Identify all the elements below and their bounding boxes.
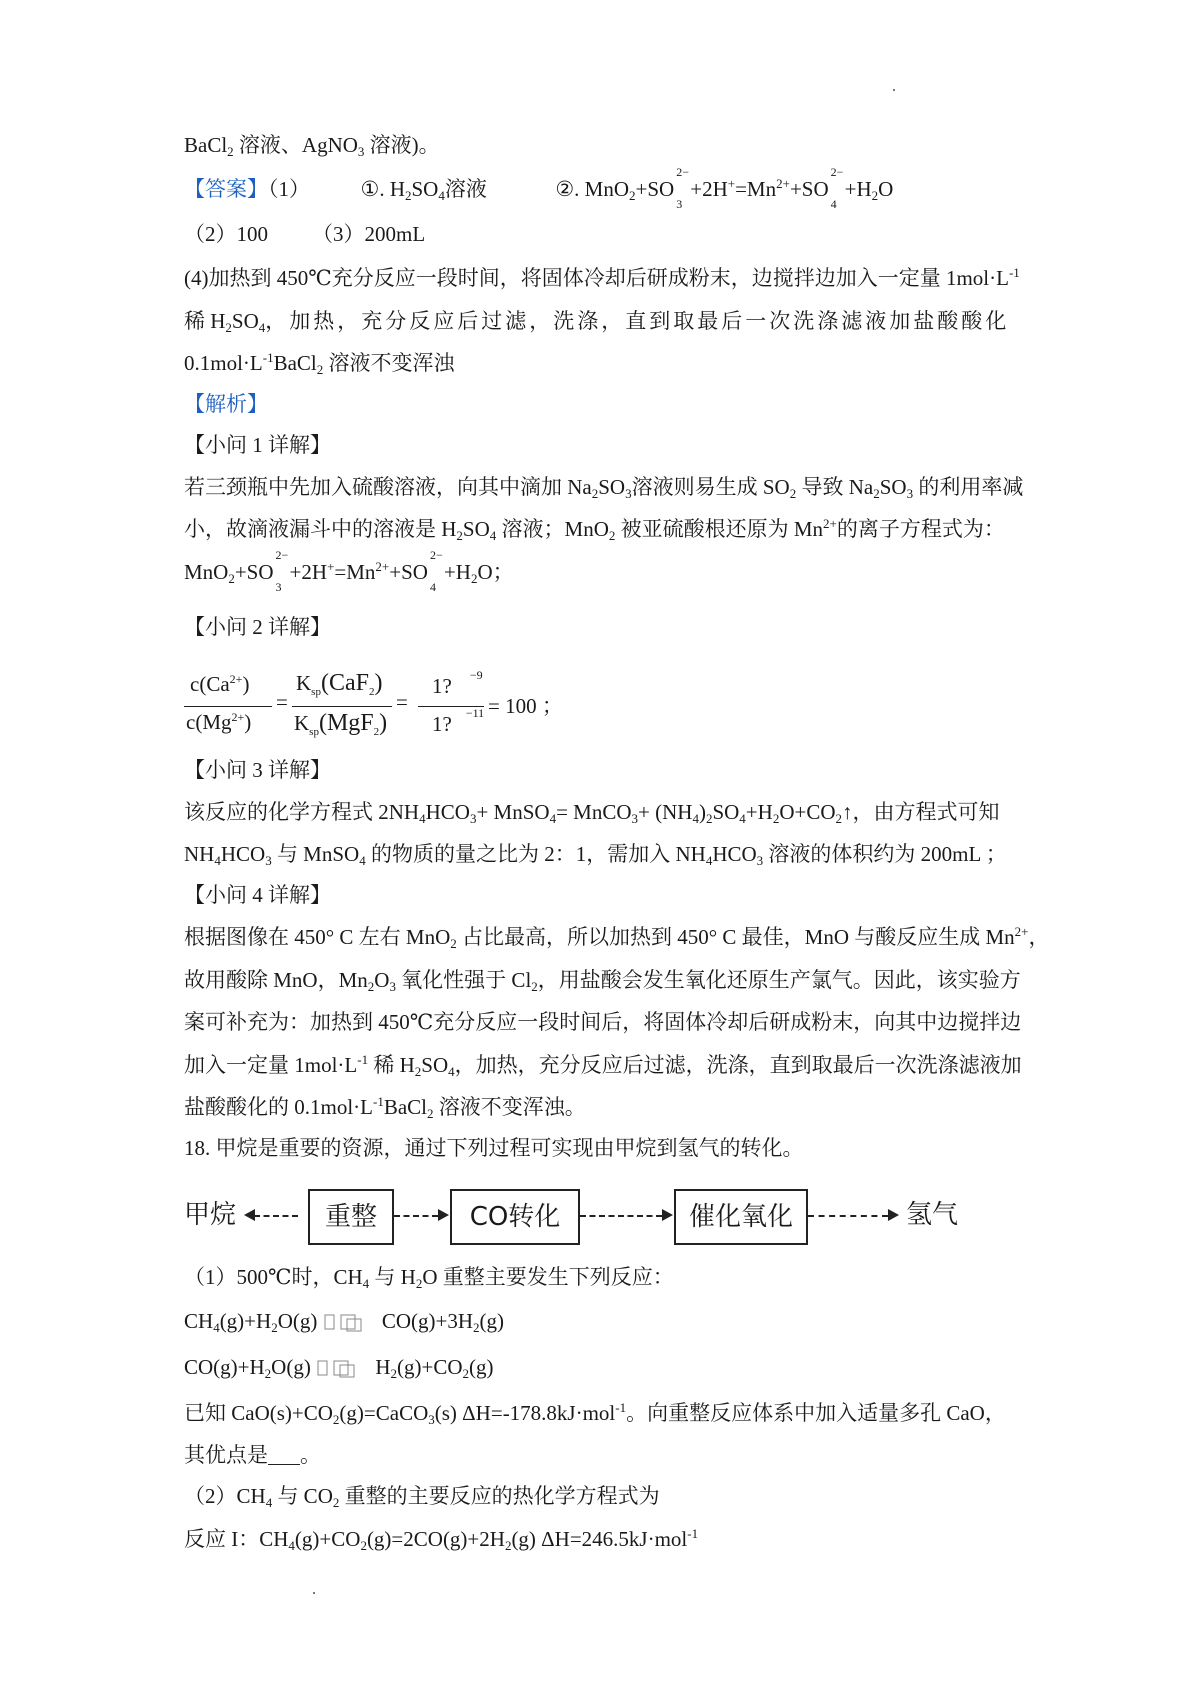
numerator: $c(Ca^{2+})$ <box>190 672 250 696</box>
answer-line: （2）100 （3）200mL <box>184 222 426 246</box>
answer-blank[interactable] <box>268 1444 300 1465</box>
text-line: 案可补充为：加热到 450℃充分反应一段时间后，将固体冷却后研成粉末，向其中边搅拌边 <box>184 1010 1022 1034</box>
flow-box-catalytic-oxidation: 催化氧化 <box>674 1189 808 1245</box>
equation-line: $CH_4(g)+H_2O(g)$ $CO(g)+3H_2(g)$ <box>184 1309 505 1335</box>
arrow-right-icon <box>438 1209 449 1221</box>
section-heading: 【小问 1 详解】 <box>184 433 331 457</box>
analysis-tag: 【解析】 <box>184 392 268 416</box>
flow-connector <box>394 1215 438 1217</box>
fraction-bar <box>184 706 272 707</box>
flow-diagram <box>184 1185 964 1245</box>
section-heading: 【小问 3 详解】 <box>184 758 331 782</box>
denominator: $K_{sp}(MgF_2)$ <box>294 710 388 739</box>
text-line: 小，故滴液漏斗中的溶液是 $H_2SO_4$ 溶液；MnO$_2$ 被亚硫酸根还原为 $Mn^{2+}$的离子方程式为： <box>184 516 1005 543</box>
text-line: （1）500℃时，$CH_4$ 与 $H_2O$ 重整主要发生下列反应： <box>184 1265 674 1291</box>
answer-line: (4)加热到 450℃充分反应一段时间，将固体冷却后研成粉末，边搅拌边加入一定量 $1mol\cdot L^{-1}$ <box>184 265 1020 290</box>
text-line: 加入一定量 $1mol\cdot L^{-1}$ 稀 $H_2SO_4$，加热，充分反应后过滤，洗涤，直到取最后一次洗涤滤液加 <box>184 1052 1022 1079</box>
equation-line: MnO$_2$+SO 2− 3 $+2H^+=Mn^{2+}+SO$ 2− 4 $+H_2O$； <box>184 548 514 594</box>
equation-line: $CO(g)+H_2O(g)$ $H_2(g)+CO_2(g)$ <box>184 1355 494 1381</box>
text-line: 盐酸酸化的 $0.1mol\cdot L^{-1}BaCl_2$ 溶液不变浑浊。 <box>184 1094 586 1121</box>
text-line: 故用酸除 MnO，$Mn_2O_3$ 氧化性强于 $Cl_2$，用盐酸会发生氧化还原生产氯气。因此，该实验方 <box>184 968 1021 994</box>
fraction-bar <box>292 706 392 707</box>
answer-tag: 【答案】 <box>184 177 268 201</box>
flow-box-co-conversion: CO转化 <box>450 1189 580 1245</box>
question-stem: 18. 甲烷是重要的资源，通过下列过程可实现由甲烷到氢气的转化。 <box>184 1136 804 1160</box>
numerator: 1? $^{-9}$ <box>432 668 483 698</box>
scan-speck <box>893 89 895 91</box>
fraction-equation: $c(Ca^{2+})$ $c(Mg^{2+})$ = $K_{sp}(CaF_2)$ $K_{sp}(MgF_2)$ = 1? $^{-9}$ 1? $^{-11}$ = 100 ； <box>186 668 563 739</box>
text-line: 根据图像在 450° C 左右 MnO$_2$ 占比最高，所以加热到 450° C 最佳，MnO 与酸反应生成 $Mn^{2+}$， <box>184 924 1050 951</box>
text-line: 已知 $CaO(s)+CO_2(g)=CaCO_3(s)$ ΔH=-178.8kJ·mol$^{-1}$。向重整反应体系中加入适量多孔 CaO， <box>184 1400 1006 1427</box>
answer-line: 稀 $H_2SO_4$，加热，充分反应后过滤，洗涤，直到取最后一次洗涤滤液加盐酸酸化 <box>184 309 1010 335</box>
flow-connector <box>580 1215 662 1217</box>
equation-line: 反应 I：$CH_4(g)+CO_2(g)=2CO(g)+2H_2(g)$ ΔH=246.5kJ·mol$^{-1}$ <box>184 1526 699 1553</box>
section-heading: 【小问 2 详解】 <box>184 615 331 639</box>
section-heading: 【小问 4 详解】 <box>184 883 331 907</box>
text-line: 其优点是 。 <box>184 1443 321 1467</box>
flow-connector <box>254 1215 298 1217</box>
text-line: $NH_4HCO_3$ 与 MnSO$_4$ 的物质的量之比为 2：1，需加入 $NH_4HCO_3$ 溶液的体积约为 200mL ； <box>184 842 1007 868</box>
text-line: $(2)CH_4$ 与 $CO_2$ 重整的主要反应的热化学方程式为 <box>184 1484 660 1510</box>
answer-line: $0.1mol\cdot L^{-1}BaCl_2$ 溶液不变浑浊 <box>184 350 455 377</box>
denominator: 1? $^{-11}$ <box>432 706 485 736</box>
equilibrium-arrow-icon <box>323 1312 377 1334</box>
arrow-right-icon <box>662 1209 673 1221</box>
text-line: 该反应的化学方程式 $2NH_4HCO_3+$ MnSO$_4$= MnCO$_3$+ $(NH_4)_2SO_4+H_2O+CO_2↑$，由方程式可知 <box>184 800 1000 826</box>
scan-speck <box>313 1592 315 1594</box>
arrow-right-icon <box>888 1209 899 1221</box>
flow-connector <box>808 1215 888 1217</box>
flow-box-reforming: 重整 <box>308 1189 394 1245</box>
numerator: $K_{sp}(CaF_2)$ <box>296 670 383 699</box>
text-line: BaCl$_2$ 溶液、AgNO$_3$ 溶液)。 <box>184 133 440 159</box>
equilibrium-arrow-icon <box>316 1358 370 1380</box>
denominator: $c(Mg^{2+})$ <box>186 710 252 734</box>
answer-line: 【答案】（1） ①. $H_2SO_4$溶液 ②. MnO$_2$+SO 2− 3 $+2H^+=Mn^{2+}+SO$ 2− 4 $+H_2O$ <box>184 165 894 211</box>
flow-start: 甲烷 <box>184 1200 237 1230</box>
text-line: 若三颈瓶中先加入硫酸溶液，向其中滴加 $Na_2SO_3$溶液则易生成 $SO_2$ 导致 $Na_2SO_3$ 的利用率减 <box>184 475 1024 501</box>
flow-end: 氢气 <box>906 1200 959 1230</box>
